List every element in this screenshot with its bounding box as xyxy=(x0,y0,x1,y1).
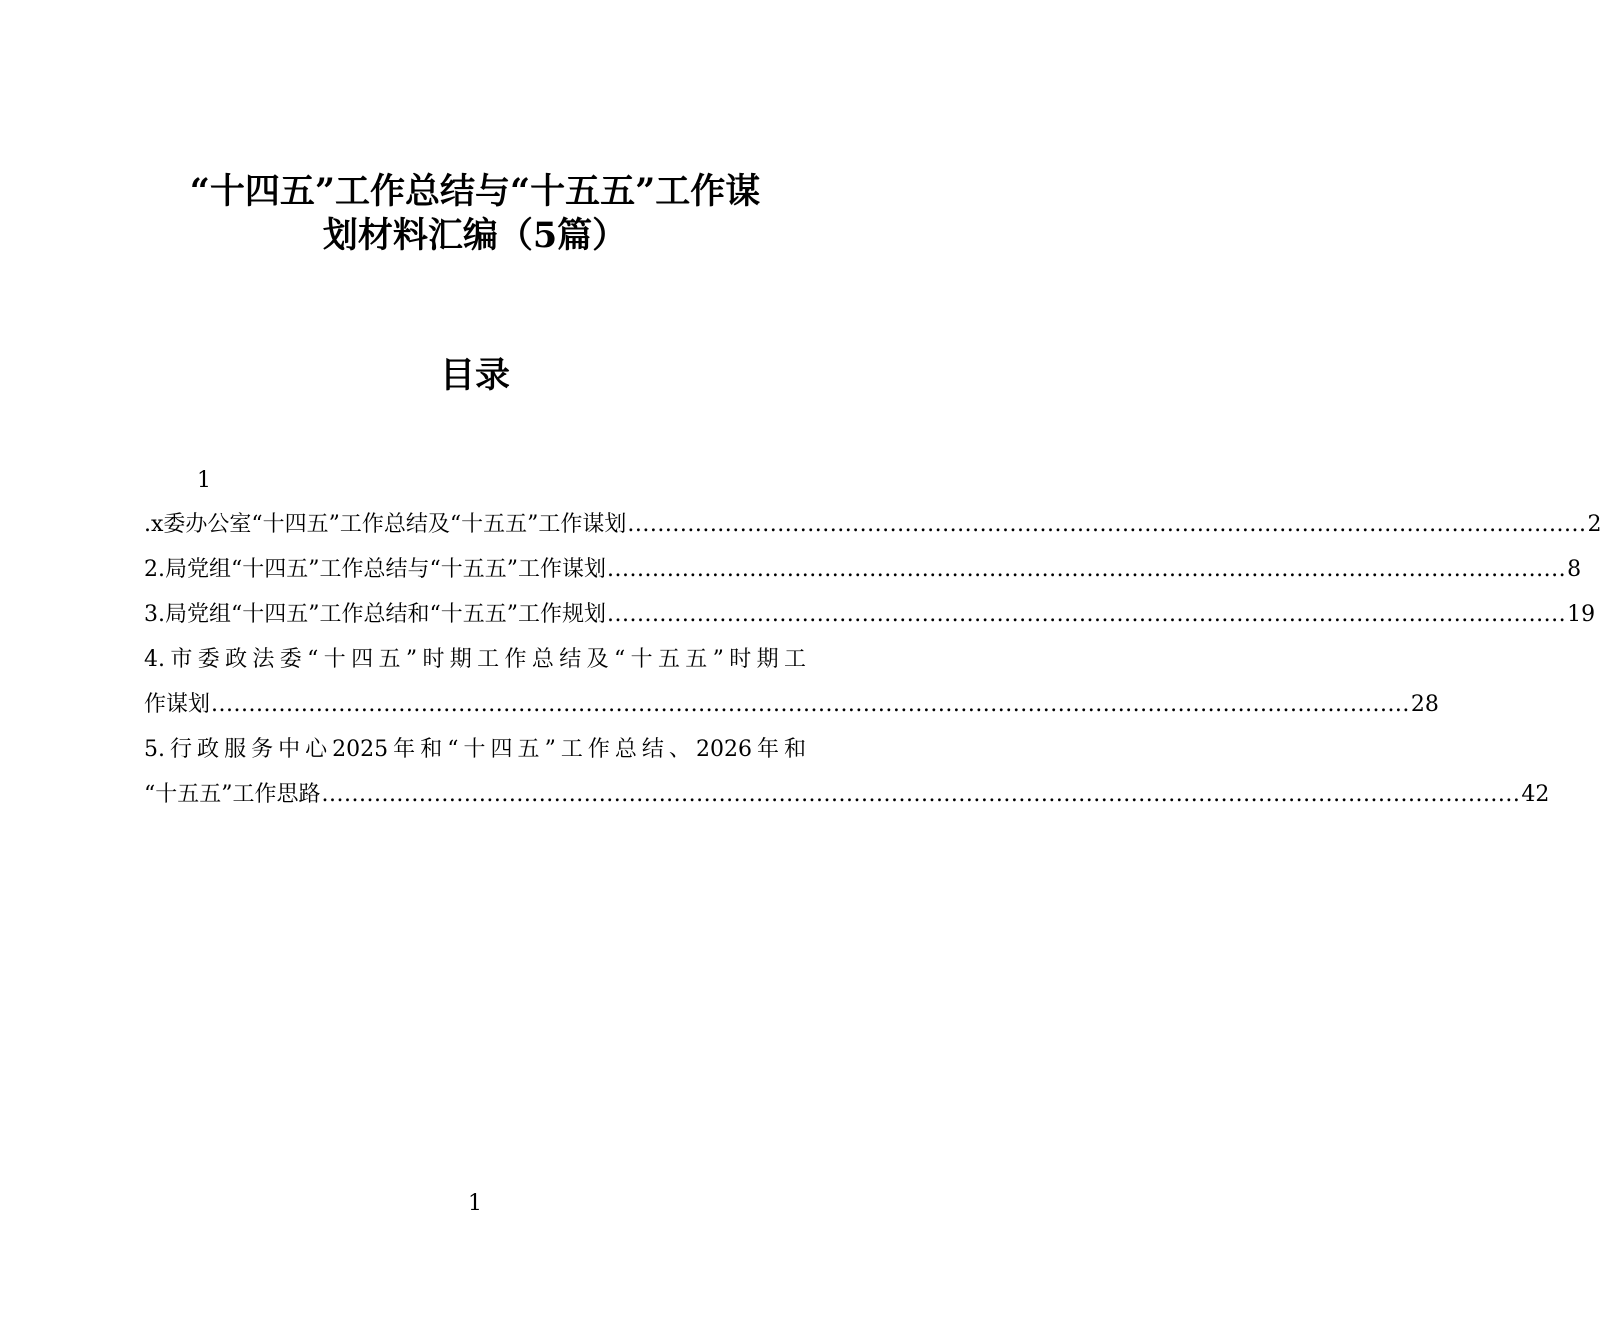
toc-entry-4-page: 28 xyxy=(1410,692,1439,717)
toc-entry-5-title-part-2: “十五五”工作思路 xyxy=(144,782,321,807)
toc-entry-3-title: 3.局党组“十四五”工作总结和“十五五”工作规划 xyxy=(144,602,606,627)
toc-entry-3-page: 19 xyxy=(1567,602,1596,627)
toc-entry-5-title-part-1: 5.行政服务中心2025年和“十四五”工作总结、2026年和 xyxy=(144,737,806,762)
dot-leader: ................................................................................................................................................................ xyxy=(211,692,1410,717)
dot-leader: ................................................................................................................................................................ xyxy=(321,782,1521,807)
toc-entry-4-line-1[interactable] xyxy=(144,645,806,675)
toc-entry-1-page: 2 xyxy=(1587,512,1602,537)
toc-entry-1[interactable] xyxy=(144,510,1602,540)
toc-entry-1-title: .x委办公室“十四五”工作总结及“十五五”工作谋划 xyxy=(144,512,627,537)
toc-entry-5-line-2[interactable] xyxy=(144,780,1550,810)
dot-leader: ................................................................................................................................ xyxy=(606,557,1567,582)
dot-leader: ................................................................................................................................ xyxy=(627,512,1587,537)
toc-entry-4-title-part-1: 4.市委政法委“十四五”时期工作总结及“十五五”时期工 xyxy=(144,647,806,672)
toc-entry-4-line-2[interactable] xyxy=(144,690,1439,720)
toc-entry-5-page: 42 xyxy=(1521,782,1550,807)
toc-entry-2[interactable] xyxy=(144,555,1582,585)
toc-entry-2-title: 2.局党组“十四五”工作总结与“十五五”工作谋划 xyxy=(144,557,606,582)
toc-entry-3[interactable] xyxy=(144,600,1596,630)
toc-entry-4-title-part-2: 作谋划 xyxy=(144,692,211,717)
toc-entry-2-page: 8 xyxy=(1567,557,1582,582)
document-title-line-1: “十四五”工作总结与“十五五”工作谋 xyxy=(189,171,761,212)
toc-heading: 目录 xyxy=(439,355,510,396)
footer-page-number: 1 xyxy=(468,1191,482,1216)
document-title-line-2: 划材料汇编（5篇） xyxy=(322,215,628,256)
dot-leader: ................................................................................................................................ xyxy=(606,602,1567,627)
toc-entry-5-line-1[interactable] xyxy=(144,735,806,765)
toc-number-1: 1 xyxy=(197,468,211,493)
